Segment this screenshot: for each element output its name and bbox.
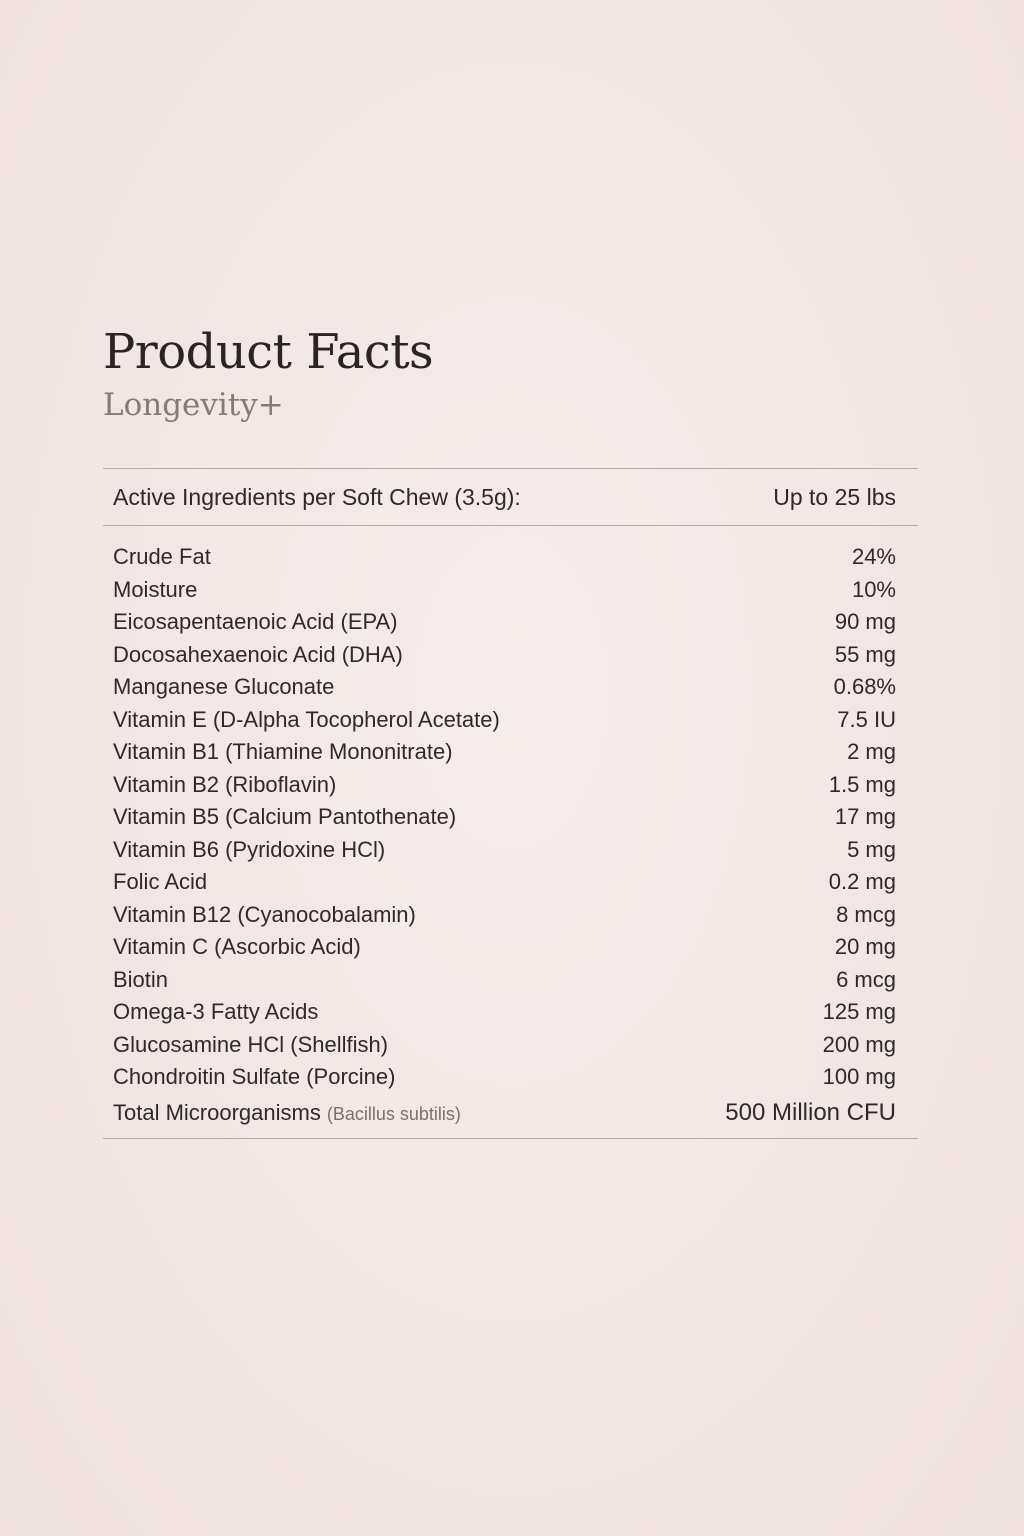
- ingredient-amount: 0.68%: [833, 674, 896, 699]
- ingredient-name: Vitamin E (D-Alpha Tocopherol Acetate): [113, 706, 500, 732]
- ingredient-name: Eicosapentaenoic Acid (EPA): [113, 609, 398, 634]
- ingredient-name: Manganese Gluconate: [113, 674, 335, 699]
- ingredient-name: Moisture: [113, 576, 198, 602]
- ingredient-name: Chondroitin Sulfate (Porcine): [113, 1064, 396, 1089]
- page-title: Product Facts: [103, 324, 434, 380]
- ingredient-row: [113, 1029, 896, 1062]
- ingredient-name: Folic Acid: [113, 869, 208, 894]
- ingredient-list: [103, 526, 918, 1138]
- ingredient-name: Vitamin B12 (Cyanocobalamin): [113, 901, 416, 927]
- ingredient-amount: 24%: [851, 544, 896, 569]
- total-note: (Bacillus subtilis): [326, 1103, 461, 1124]
- ingredient-row: [113, 671, 896, 704]
- ingredient-row: [113, 801, 896, 834]
- ingredient-amount: 5 mg: [847, 836, 896, 862]
- ingredient-amount: 8 mcg: [836, 901, 896, 927]
- ingredient-amount: 0.2 mg: [828, 869, 896, 894]
- ingredient-name: Glucosamine HCl (Shellfish): [113, 1031, 389, 1057]
- ingredient-row: [113, 769, 896, 802]
- ingredient-name: Biotin: [113, 966, 169, 992]
- ingredient-row: [113, 834, 896, 867]
- ingredient-row: [113, 899, 896, 932]
- ingredient-amount: 100 mg: [822, 1064, 896, 1089]
- ingredient-row: [113, 574, 896, 607]
- ingredient-name: Vitamin B2 (Riboflavin): [113, 771, 337, 797]
- ingredient-row: [113, 606, 896, 639]
- header-label: Active Ingredients per Soft Chew (3.5g):: [113, 483, 521, 510]
- total-name: Total Microorganisms: [113, 1099, 321, 1125]
- table-header: [103, 469, 918, 525]
- total-row: [113, 1094, 896, 1132]
- ingredient-amount: 90 mg: [834, 609, 896, 634]
- ingredient-row: [113, 639, 896, 672]
- ingredient-name: Omega-3 Fatty Acids: [113, 999, 319, 1024]
- ingredient-amount: 2 mg: [847, 739, 896, 764]
- ingredient-amount: 10%: [851, 576, 896, 602]
- ingredient-amount: 55 mg: [834, 641, 896, 667]
- ingredient-name: Vitamin B6 (Pyridoxine HCl): [113, 836, 386, 862]
- header-value: Up to 25 lbs: [773, 483, 896, 510]
- ingredient-row: [113, 866, 896, 899]
- ingredient-row: [113, 996, 896, 1029]
- ingredient-name: Docosahexaenoic Acid (DHA): [113, 641, 403, 667]
- total-amount: 500 Million CFU: [725, 1098, 896, 1126]
- ingredient-name: Vitamin B1 (Thiamine Mononitrate): [113, 739, 453, 764]
- ingredient-row: [113, 541, 896, 574]
- ingredient-amount: 200 mg: [822, 1031, 896, 1057]
- product-name: Longevity+: [103, 387, 284, 423]
- ingredient-name: Crude Fat: [113, 544, 211, 569]
- bottom-divider: [103, 1138, 918, 1139]
- ingredient-row: [113, 736, 896, 769]
- ingredient-amount: 20 mg: [834, 934, 896, 959]
- ingredient-amount: 1.5 mg: [828, 771, 896, 797]
- ingredient-name: Vitamin C (Ascorbic Acid): [113, 934, 361, 959]
- ingredient-amount: 7.5 IU: [837, 706, 896, 732]
- ingredient-name: Vitamin B5 (Calcium Pantothenate): [113, 804, 457, 829]
- ingredient-row: [113, 704, 896, 737]
- ingredient-amount: 125 mg: [822, 999, 896, 1024]
- ingredient-amount: 17 mg: [834, 804, 896, 829]
- ingredient-row: [113, 1061, 896, 1094]
- ingredient-row: [113, 964, 896, 997]
- product-facts-panel: [103, 322, 918, 1139]
- total-label-group: [113, 1094, 461, 1133]
- ingredient-row: [113, 931, 896, 964]
- ingredient-amount: 6 mcg: [836, 966, 896, 992]
